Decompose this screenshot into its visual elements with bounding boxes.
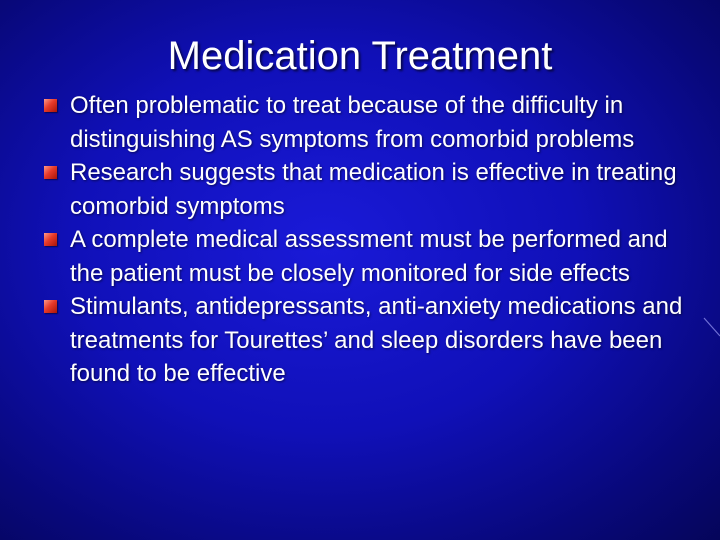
bullet-item	[44, 223, 694, 290]
bullet-text: A complete medical assessment must be performed and the patient must be closely monitored for side effects	[70, 226, 668, 287]
bullet-item	[44, 156, 694, 223]
bullet-marker-icon	[44, 300, 57, 313]
bullet-text: Often problematic to treat because of the difficulty in distinguishing AS symptoms from comorbid problems	[70, 92, 635, 153]
bullet-item	[44, 89, 694, 156]
bullet-item	[44, 290, 694, 391]
bullet-marker-icon	[44, 166, 57, 179]
slide-title: Medication Treatment	[167, 34, 553, 78]
bullet-text: Research suggests that medication is effective in treating comorbid symptoms	[70, 159, 677, 220]
bullet-text: Stimulants, antidepressants, anti-anxiety medications and treatments for Tourettes’ and sleep disorders have been found to be effective	[70, 293, 683, 387]
bullet-marker-icon	[44, 99, 57, 112]
bullet-list	[44, 89, 694, 391]
bullet-marker-icon	[44, 233, 57, 246]
